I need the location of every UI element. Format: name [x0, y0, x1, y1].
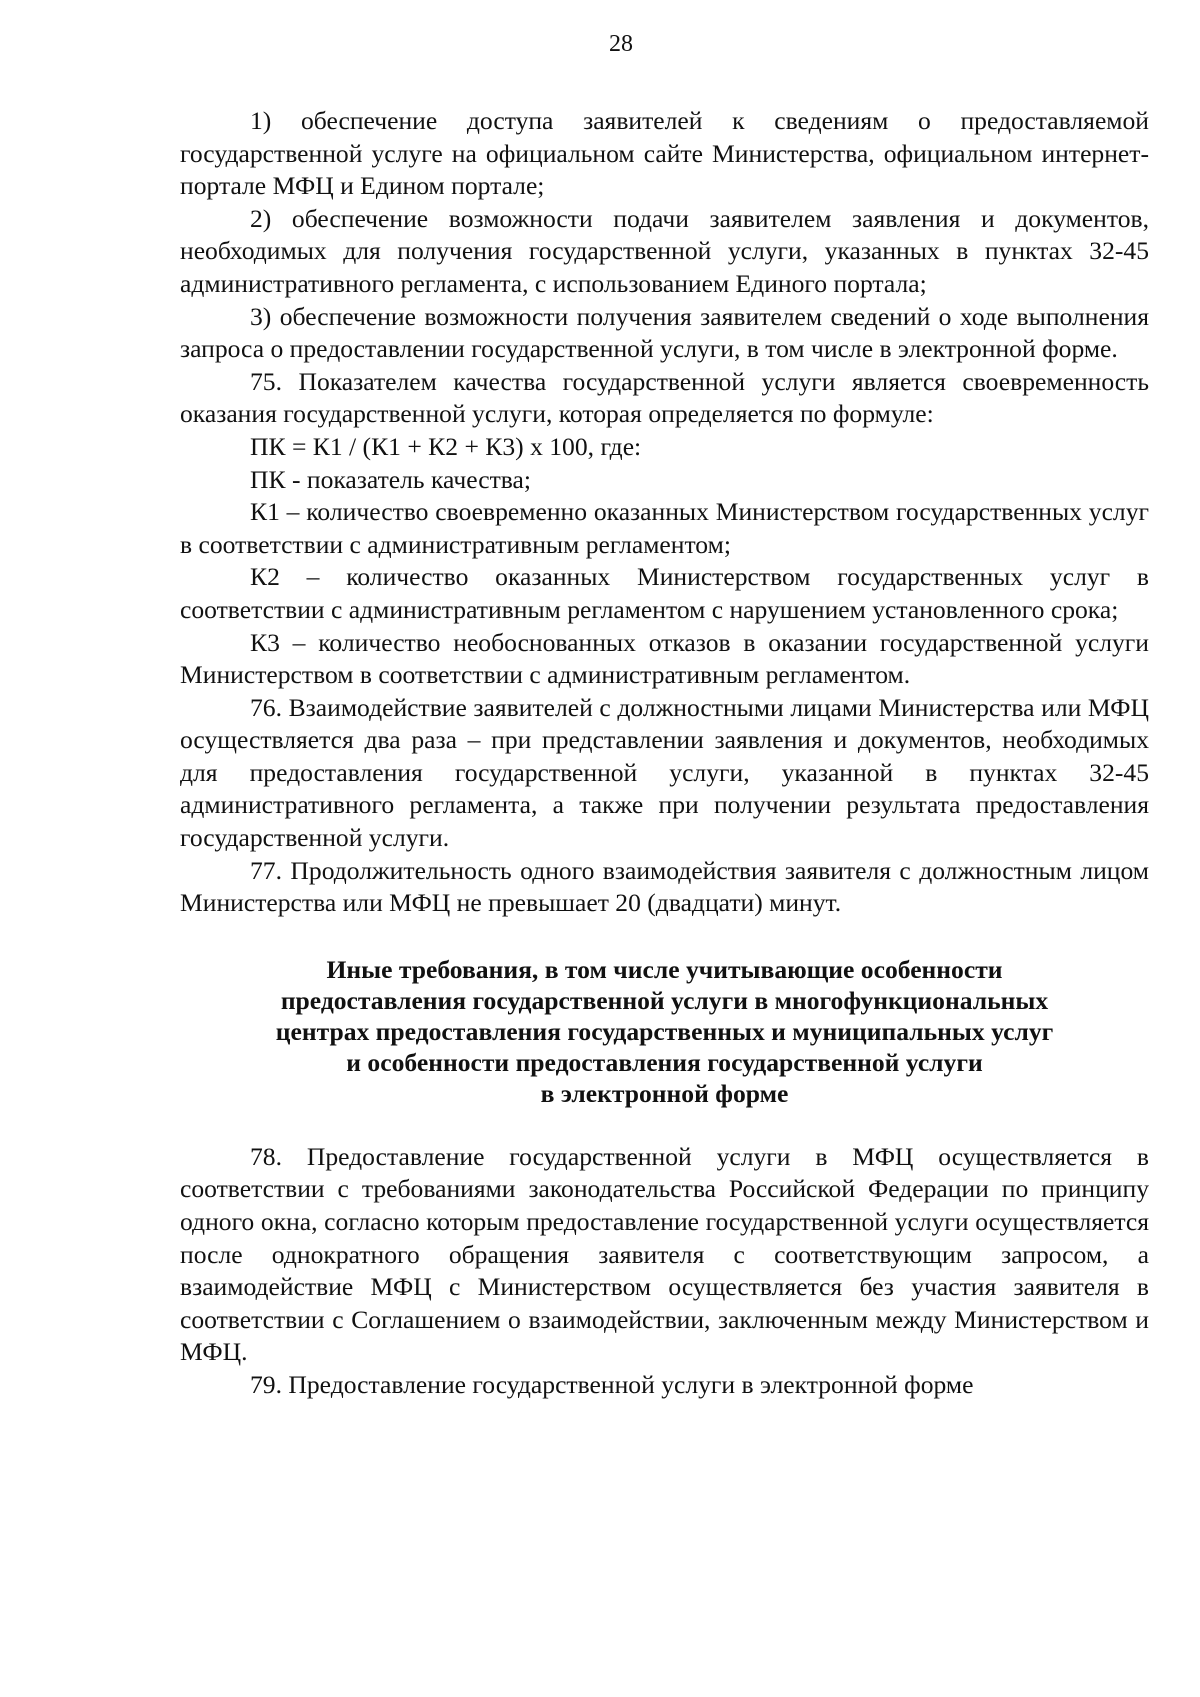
- paragraph-item-3: 3) обеспечение возможности получения заявителем сведений о ходе выполнения запроса о предоставлении государственной услуги, в том числе в электронной форме.: [180, 301, 1149, 364]
- paragraph-75: 75. Показателем качества государственной услуги является своевременность оказания государственной услуги, которая определяется по формуле:: [180, 366, 1149, 429]
- paragraph-79: 79. Предоставление государственной услуги в электронной форме: [250, 1370, 974, 1399]
- paragraph-item-2: 2) обеспечение возможности подачи заявителем заявления и документов, необходимых для получения государственной услуги, указанных в пунктах 32-45 административного регламента, с использованием Единого портала;: [180, 203, 1149, 298]
- heading-line: и особенности предоставления государственной услуги: [346, 1047, 983, 1077]
- heading-line: центрах предоставления государственных и муниципальных услуг: [275, 1016, 1054, 1046]
- heading-line: в электронной форме: [540, 1078, 789, 1108]
- formula-definition-k3: К3 – количество необоснованных отказов в оказании государственной услуги Министерством в соответствии с административным регламентом.: [180, 627, 1149, 690]
- paragraph-77: 77. Продолжительность одного взаимодействия заявителя с должностным лицом Министерства или МФЦ не превышает 20 (двадцати) минут.: [180, 855, 1149, 918]
- formula-definition-k1: К1 – количество своевременно оказанных Министерством государственных услуг в соответствии с административным регламентом;: [180, 497, 1149, 559]
- formula-definition-pk: ПК - показатель качества;: [250, 464, 531, 494]
- formula-definition-k2: К2 – количество оказанных Министерством государственных услуг в соответствии с административным регламентом с нарушением установленного срока;: [180, 562, 1149, 624]
- section-heading: [180, 954, 1149, 1109]
- formula-line: ПК = К1 / (К1 + К2 + К3) х 100, где:: [250, 431, 642, 461]
- document-body: [180, 105, 1149, 1402]
- paragraph-item-1: 1) обеспечение доступа заявителей к сведениям о предоставляемой государственной услуге на официальном сайте Министерства, официальном интернет-портале МФЦ и Едином портале;: [180, 106, 1149, 201]
- heading-line: Иные требования, в том числе учитывающие особенности: [326, 954, 1003, 984]
- paragraph-76: 76. Взаимодействие заявителей с должностными лицами Министерства или МФЦ осуществляется два раза – при представлении заявления и документов, необходимых для предоставления государственной услуги, указанной в пунктах 32-45 административного регламента, а также при получении результата предоставления государственной услуги.: [180, 692, 1149, 853]
- paragraph-78: 78. Предоставление государственной услуги в МФЦ осуществляется в соответствии с требованиями законодательства Российской Федерации по принципу одного окна, согласно которым предоставление государственной услуги осуществляется после однократного обращения заявителя с соответствующим запросом, а взаимодействие МФЦ с Министерством осуществляется без участия заявителя в соответствии с Соглашением о взаимодействии, заключенным между Министерством и МФЦ.: [180, 1141, 1149, 1367]
- page-number: 28: [609, 31, 633, 57]
- heading-line: предоставления государственной услуги в многофункциональных: [280, 985, 1049, 1015]
